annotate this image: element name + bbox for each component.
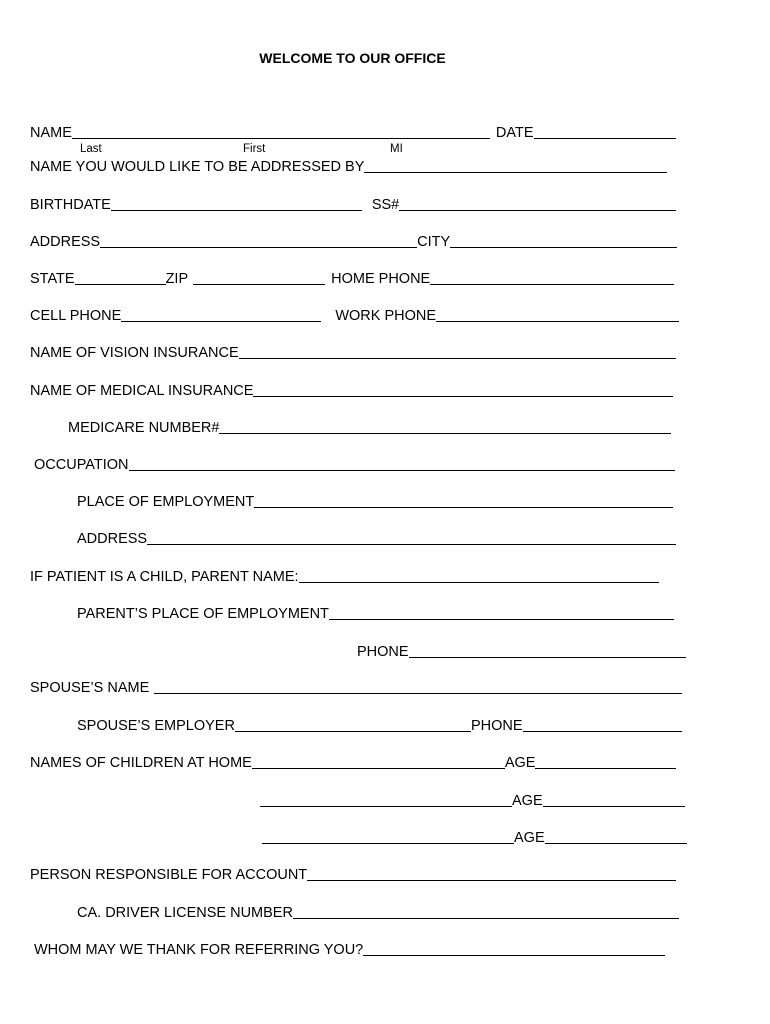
date-field[interactable]: [534, 124, 676, 139]
parent-employment-field[interactable]: [329, 605, 674, 620]
referral-field[interactable]: [363, 941, 665, 956]
ss-label: SS#: [371, 197, 400, 213]
children-label: NAMES OF CHILDREN AT HOME: [30, 755, 252, 771]
children-row-1: [30, 754, 676, 772]
age-field-3[interactable]: [545, 829, 687, 844]
birthdate-field[interactable]: [111, 196, 362, 211]
driver-license-label: CA. DRIVER LICENSE NUMBER: [77, 905, 293, 921]
zip-label: ZIP: [165, 271, 189, 287]
zip-field[interactable]: [193, 270, 325, 285]
parent-employment-label: PARENT’S PLACE OF EMPLOYMENT: [77, 606, 329, 622]
driver-license-field[interactable]: [293, 904, 679, 919]
home-phone-label: HOME PHONE: [331, 271, 431, 287]
medicare-row: [68, 419, 671, 437]
child-name-field-1[interactable]: [252, 754, 505, 769]
ss-field[interactable]: [399, 196, 676, 211]
age-label-2: AGE: [512, 793, 543, 809]
occupation-field[interactable]: [129, 456, 675, 471]
cell-phone-row: [30, 307, 679, 325]
medicare-field[interactable]: [219, 419, 671, 434]
age-field-2[interactable]: [543, 792, 685, 807]
child-name-field-3[interactable]: [262, 829, 514, 844]
addressed-by-row: [30, 158, 667, 176]
employment-address-row: [77, 530, 676, 548]
vision-insurance-field[interactable]: [239, 344, 676, 359]
state-label: STATE: [30, 271, 75, 287]
spouse-name-label: SPOUSE’S NAME: [30, 680, 150, 696]
spouse-phone-label: PHONE: [470, 718, 523, 734]
medical-insurance-field[interactable]: [253, 382, 673, 397]
work-phone-label: WORK PHONE: [335, 308, 437, 324]
responsible-row: [30, 866, 676, 884]
spouse-name-row: [30, 679, 682, 697]
state-row: [30, 270, 674, 288]
responsible-field[interactable]: [307, 866, 676, 881]
parent-employment-row: [77, 605, 674, 623]
city-field[interactable]: [450, 233, 677, 248]
children-row-3: [262, 829, 687, 847]
medical-insurance-row: [30, 382, 673, 400]
place-of-employment-label: PLACE OF EMPLOYMENT: [77, 494, 255, 510]
occupation-row: [34, 456, 675, 474]
referral-row: [34, 941, 665, 959]
medicare-label: MEDICARE NUMBER#: [68, 420, 220, 436]
addressed-by-label: NAME YOU WOULD LIKE TO BE ADDRESSED BY: [30, 159, 365, 175]
birthdate-row: [30, 196, 676, 214]
city-label: CITY: [417, 234, 451, 250]
spouse-employer-label: SPOUSE’S EMPLOYER: [77, 718, 235, 734]
home-phone-field[interactable]: [430, 270, 674, 285]
parent-name-row: [30, 568, 659, 586]
addressed-by-field[interactable]: [364, 158, 667, 173]
employment-address-field[interactable]: [147, 530, 676, 545]
spouse-phone-field[interactable]: [523, 717, 682, 732]
name-field[interactable]: [72, 124, 490, 139]
place-of-employment-field[interactable]: [254, 493, 673, 508]
parent-name-field[interactable]: [299, 568, 659, 583]
age-label-3: AGE: [514, 830, 545, 846]
referral-label: WHOM MAY WE THANK FOR REFERRING YOU?: [34, 942, 364, 958]
children-row-2: [260, 792, 685, 810]
vision-insurance-label: NAME OF VISION INSURANCE: [30, 345, 239, 361]
parent-phone-label: PHONE: [357, 644, 409, 660]
parent-phone-field[interactable]: [409, 643, 686, 658]
cell-phone-label: CELL PHONE: [30, 308, 122, 324]
name-sub-last: Last: [80, 143, 102, 155]
work-phone-field[interactable]: [436, 307, 679, 322]
driver-license-row: [77, 904, 679, 922]
form-title: WELCOME TO OUR OFFICE: [259, 50, 446, 66]
address-row: [30, 233, 677, 251]
occupation-label: OCCUPATION: [34, 457, 129, 473]
medical-insurance-label: NAME OF MEDICAL INSURANCE: [30, 383, 254, 399]
spouse-employer-field[interactable]: [235, 717, 471, 732]
date-label: DATE: [495, 125, 534, 141]
name-row: [30, 124, 676, 142]
vision-insurance-row: [30, 344, 676, 362]
state-field[interactable]: [75, 270, 166, 285]
address-field[interactable]: [100, 233, 417, 248]
name-sub-mi: MI: [390, 143, 403, 155]
responsible-label: PERSON RESPONSIBLE FOR ACCOUNT: [30, 867, 308, 883]
employment-address-label: ADDRESS: [77, 531, 148, 547]
age-field-1[interactable]: [535, 754, 676, 769]
name-label: NAME: [30, 125, 72, 141]
spouse-employer-row: [77, 717, 682, 735]
spouse-name-field[interactable]: [154, 679, 682, 694]
birthdate-label: BIRTHDATE: [30, 197, 111, 213]
child-name-field-2[interactable]: [260, 792, 512, 807]
place-of-employment-row: [77, 493, 673, 511]
parent-phone-row: [357, 643, 686, 661]
address-label: ADDRESS: [30, 234, 101, 250]
age-label-1: AGE: [504, 755, 536, 771]
parent-name-label: IF PATIENT IS A CHILD, PARENT NAME:: [30, 569, 299, 585]
cell-phone-field[interactable]: [121, 307, 321, 322]
name-sub-first: First: [243, 143, 266, 155]
